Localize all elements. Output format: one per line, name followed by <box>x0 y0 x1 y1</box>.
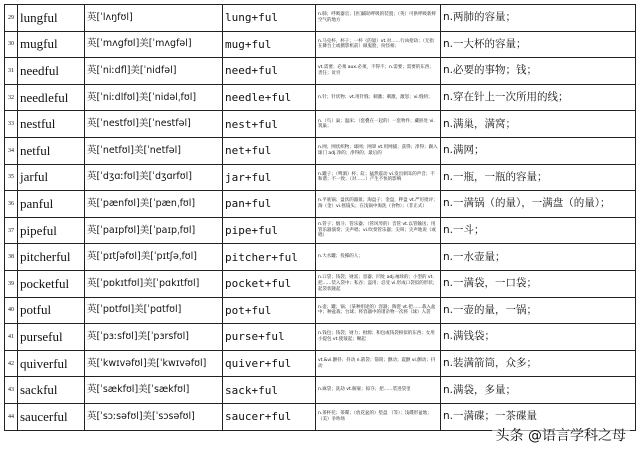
row-number-cell: 43 <box>5 377 18 404</box>
headword-cell: lungful <box>18 5 85 32</box>
pronunciation-cell: 英[ˈkwɪvəfʊl]美[ˈkwɪvəfʊl] <box>85 350 223 377</box>
chinese-meaning-cell: n.一斗； <box>441 217 636 244</box>
table-row <box>5 31 636 58</box>
headword-cell: potful <box>18 297 85 324</box>
chinese-meaning-cell: n.满巢，满窝； <box>441 111 636 138</box>
word-formation-cell: pan+ful <box>223 191 316 218</box>
word-formation-cell: net+ful <box>223 137 316 164</box>
word-formation-cell: quiver+ful <box>223 350 316 377</box>
root-definition-cell: n.钱包；钱袋；财力；财源；和包或钱袋相似的东西；女用小提包 vt.使皱起；噘起 <box>316 324 441 351</box>
root-definition-cell: n.平底锅；盘状的器皿；淘盘子；金盘，秤盘 vt.严厉批评；淘（金）vi.摇镜头；在浅锅中淘洗（食物）；（非正式） <box>316 191 441 218</box>
table-row <box>5 111 636 138</box>
table-row <box>5 164 636 191</box>
row-number-cell: 29 <box>5 5 18 32</box>
chinese-meaning-cell: n.一满碟；一茶碟量 <box>441 403 636 430</box>
pronunciation-cell: 英[ˈnestfʊl]美[ˈnestfəl] <box>85 111 223 138</box>
row-number-cell: 40 <box>5 297 18 324</box>
root-definition-cell: n.（鸟）巢；温床；（套叠在一起的）一套物件；藏匿处 vi.筑巢； <box>316 111 441 138</box>
word-formation-cell: jar+ful <box>223 164 316 191</box>
root-definition-cell: n.网；网状织物；球网；网罩 vt.用网捕；获得；净得；踢入球门 adj.净的；净得的；最后的 <box>316 137 441 164</box>
table-row <box>5 58 636 85</box>
row-number-cell: 39 <box>5 270 18 297</box>
pronunciation-cell: 英[ˈpɒtfʊl]美[ˈpɑtfʊl] <box>85 297 223 324</box>
watermark-text: 头条 @语言学科之母 <box>495 428 626 444</box>
table-row <box>5 324 636 351</box>
word-formation-cell: needle+ful <box>223 84 316 111</box>
vocabulary-sheet <box>4 4 636 431</box>
row-number-cell: 42 <box>5 350 18 377</box>
headword-cell: jarful <box>18 164 85 191</box>
pronunciation-cell: 英[ˈniːdfl]美[ˈnidfəl] <box>85 58 223 85</box>
row-number-cell: 41 <box>5 324 18 351</box>
headword-cell: pitcherful <box>18 244 85 271</box>
row-number-cell: 37 <box>5 217 18 244</box>
vocabulary-table <box>4 4 636 431</box>
chinese-meaning-cell: n.满钱袋； <box>441 324 636 351</box>
headword-cell: pocketful <box>18 270 85 297</box>
pronunciation-cell: 英[ˈpɒkɪtfʊl]美[ˈpɑkɪtfʊl] <box>85 270 223 297</box>
word-formation-cell: nest+ful <box>223 111 316 138</box>
table-row <box>5 84 636 111</box>
root-definition-cell: n.壶；罐；锅；（某种用途的）容器；陶瓷 vt.把……栽入盆中；种盆栽；台球；将容器中的诸杂物一次将（球）入袋 <box>316 297 441 324</box>
row-number-cell: 36 <box>5 191 18 218</box>
row-number-cell: 30 <box>5 31 18 58</box>
pronunciation-cell: 英[ˈniːdlfʊl]美[ˈnidəlˌfʊl] <box>85 84 223 111</box>
headword-cell: sackful <box>18 377 85 404</box>
root-definition-cell: n.大水罐；投掷的人； <box>316 244 441 271</box>
root-definition-cell: n.罐子；（啤酒）杯；缸；猛然震动 vi.发出刺耳的声音；不和谐；不一致；（对……）产生不快的影响 <box>316 164 441 191</box>
word-formation-cell: saucer+ful <box>223 403 316 430</box>
chinese-meaning-cell: n.两肺的容量； <box>441 5 636 32</box>
root-definition-cell: vt.&vi.颤抖；抖动 n.箭袋；箭筒；颤动；震颤 vi.颤动；抖动 <box>316 350 441 377</box>
pronunciation-cell: 英[ˈpɜːsfʊl]美[ˈpɜrsfʊl] <box>85 324 223 351</box>
root-definition-cell: n.茶杯托；茶碟；（放花盆的）垫盘 （等）；浅碟形盆地；（美）争吵场 <box>316 403 441 430</box>
row-number-cell: 32 <box>5 84 18 111</box>
headword-cell: needleful <box>18 84 85 111</box>
chinese-meaning-cell: n.一瓶，一瓶的容量； <box>441 164 636 191</box>
row-number-cell: 38 <box>5 244 18 271</box>
chinese-meaning-cell: n.一壶的量，一锅； <box>441 297 636 324</box>
root-definition-cell: n.口袋；钱袋；财富；容器；凹处 adj.袖珍的；小型的 vt.把……装入袋中；私吞；盗用；忍受 vi.形成口袋似的形状；起袋状隆起 <box>316 270 441 297</box>
headword-cell: panful <box>18 191 85 218</box>
table-row <box>5 350 636 377</box>
table-row <box>5 244 636 271</box>
table-row <box>5 270 636 297</box>
pronunciation-cell: 英[ˈsɔːsəfʊl]美[ˈsɔsəfʊl] <box>85 403 223 430</box>
headword-cell: purseful <box>18 324 85 351</box>
pronunciation-cell: 英[ˈmʌgfʊl]美[ˈmʌgfəl] <box>85 31 223 58</box>
headword-cell: mugful <box>18 31 85 58</box>
pronunciation-cell: 英[ˈpɪtʃəfʊl]美[ˈpɪtʃəˌfʊl] <box>85 244 223 271</box>
headword-cell: nestful <box>18 111 85 138</box>
word-formation-cell: pitcher+ful <box>223 244 316 271</box>
pronunciation-cell: 英[ˈsækfʊl]美[ˈsækfʊl] <box>85 377 223 404</box>
chinese-meaning-cell: n.必要的事物；钱； <box>441 58 636 85</box>
word-formation-cell: pot+ful <box>223 297 316 324</box>
row-number-cell: 35 <box>5 164 18 191</box>
chinese-meaning-cell: n.一满锅（的量），一满盘（的量）； <box>441 191 636 218</box>
table-row <box>5 5 636 32</box>
table-row <box>5 191 636 218</box>
table-row <box>5 297 636 324</box>
word-formation-cell: pipe+ful <box>223 217 316 244</box>
headword-cell: saucerful <box>18 403 85 430</box>
word-formation-cell: sack+ful <box>223 377 316 404</box>
headword-cell: needful <box>18 58 85 85</box>
pronunciation-cell: 英[ˈlʌŋfʊl] <box>85 5 223 32</box>
chinese-meaning-cell: n.满袋，多量； <box>441 377 636 404</box>
pronunciation-cell: 英[ˈdʒɑːfʊl]美[ˈdʒɑrfʊl] <box>85 164 223 191</box>
chinese-meaning-cell: n.一大杯的容量； <box>441 31 636 58</box>
headword-cell: pipeful <box>18 217 85 244</box>
root-definition-cell: n.管子；烟斗；管乐器；（管风琴的）音管 vt.以管输送；用管乐器演奏；尖声唱；vi.吹奏管乐器；尖叫；尖声地说（或唱） <box>316 217 441 244</box>
root-definition-cell: n.针；针状物；vt.用针缝；刺激；刺激，激怒；vi.缝纫； <box>316 84 441 111</box>
pronunciation-cell: 英[ˈnetfʊl]美[ˈnetfəl] <box>85 137 223 164</box>
chinese-meaning-cell: n.穿在针上一次所用的线； <box>441 84 636 111</box>
word-formation-cell: pocket+ful <box>223 270 316 297</box>
table-row <box>5 137 636 164</box>
root-definition-cell: n.麻袋；洗劫 vt.解雇；掠夺；把……装进袋里 <box>316 377 441 404</box>
chinese-meaning-cell: n.装满箭筒，众多； <box>441 350 636 377</box>
row-number-cell: 31 <box>5 58 18 85</box>
pronunciation-cell: 英[ˈpaɪpfʊl]美[ˈpaɪpˌfʊl] <box>85 217 223 244</box>
root-definition-cell: vt.需要；必须 aux.必须，不得不；n.需要；需要的东西；责任；贫穷 <box>316 58 441 85</box>
chinese-meaning-cell: n.满网； <box>441 137 636 164</box>
table-row <box>5 217 636 244</box>
root-definition-cell: n.肺；呼吸器官；[医]辅助呼吸的装置；（英）可供呼吸新鲜空气的地方 <box>316 5 441 32</box>
root-definition-cell: n.马克杯，杯子；一杯（的量）vt.对……行凶抢劫；（无指在舞台上或摄影机前）做鬼脸，扮怪相； <box>316 31 441 58</box>
word-formation-cell: lung+ful <box>223 5 316 32</box>
headword-cell: netful <box>18 137 85 164</box>
row-number-cell: 34 <box>5 137 18 164</box>
vocabulary-table-body <box>5 5 636 431</box>
word-formation-cell: mug+ful <box>223 31 316 58</box>
chinese-meaning-cell: n.一水壶量； <box>441 244 636 271</box>
table-row <box>5 377 636 404</box>
word-formation-cell: purse+ful <box>223 324 316 351</box>
row-number-cell: 33 <box>5 111 18 138</box>
chinese-meaning-cell: n.一满袋，一口袋； <box>441 270 636 297</box>
row-number-cell: 44 <box>5 403 18 430</box>
watermark <box>492 424 630 446</box>
headword-cell: quiverful <box>18 350 85 377</box>
pronunciation-cell: 英[ˈpænfʊl]美[ˈpænˌfʊl] <box>85 191 223 218</box>
word-formation-cell: need+ful <box>223 58 316 85</box>
